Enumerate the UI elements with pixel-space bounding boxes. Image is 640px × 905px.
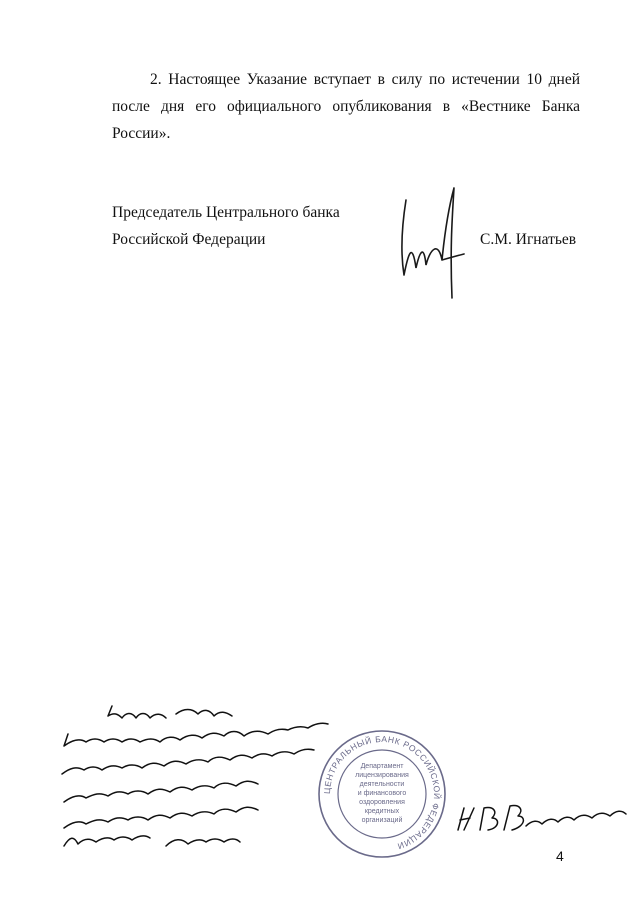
stamp-ring-text: ЦЕНТРАЛЬНЫЙ БАНК РОССИЙСКОЙ ФЕДЕРАЦИИ [321, 733, 443, 852]
stamp-line-4: и финансового [357, 790, 407, 797]
stamp-line-7: организаций [361, 817, 403, 824]
stamp-line-2: лицензирования [355, 772, 409, 779]
stamp-line-6: кредитных [364, 808, 400, 815]
handwritten-signature [394, 180, 474, 300]
stamp-line-1: Департамент [360, 763, 404, 770]
paragraph-text: 2. Настоящее Указание вступает в силу по истечении 10 дней после дня его официального опубликования в «Вестнике Банка России». [112, 71, 580, 142]
page-number: 4 [556, 848, 564, 864]
signatory-title-line1: Председатель Центрального банка [112, 204, 340, 221]
signatory-name: С.М. Игнатьев [480, 231, 577, 248]
signatory-title-line2: Российской Федерации [112, 231, 266, 248]
handwritten-certification [56, 696, 436, 856]
stamp-line-5: оздоровления [359, 799, 405, 806]
stamp-line-3: деятельности [359, 781, 405, 788]
signatory-title [112, 199, 340, 253]
body-paragraph [112, 66, 580, 147]
handwritten-initials [452, 790, 632, 850]
